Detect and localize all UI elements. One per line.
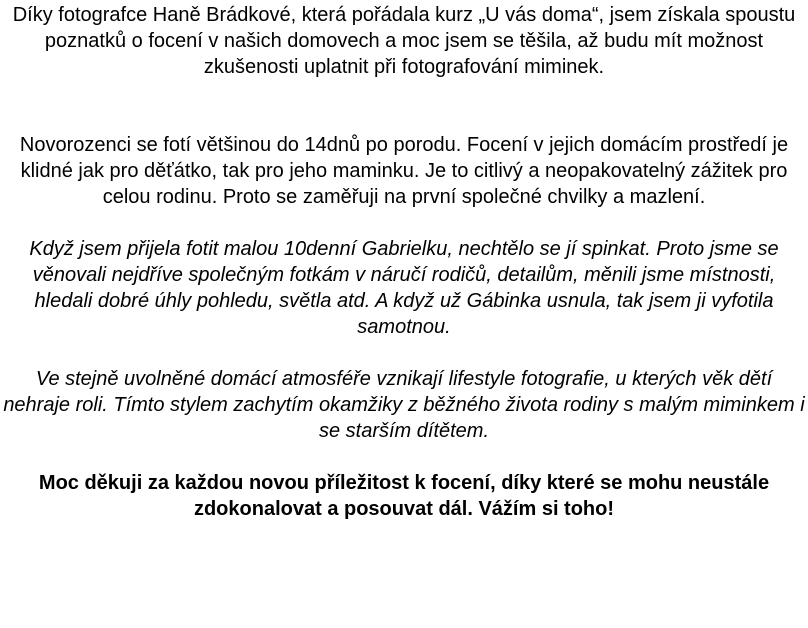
- paragraph-spacer: [2, 444, 806, 470]
- paragraph-gabrielka: Když jsem přijela fotit malou 10denní Gabrielku, nechtělo se jí spinkat. Proto jsme se věnovali nejdříve společným fotkám v náručí rodičů, detailům, měnili jsme místnosti, hledali dobré úhly pohledu, světla atd. A když už Gábinka usnula, tak jsem ji vyfotila samotnou.: [29, 238, 779, 338]
- paragraph-spacer: [2, 340, 806, 366]
- paragraph-thanks: Moc děkuji za každou novou příležitost k focení, díky které se mohu neustále zdokonalovat a posouvat dál. Vážím si toho!: [38, 472, 770, 520]
- paragraph-spacer: [2, 80, 806, 106]
- paragraph-intro: Díky fotografce Haně Brádkové, která pořádala kurz „U vás doma“, jsem získala spoustu poznatků o focení v našich domovech a moc jsem se těšila, až budu mít možnost zkušenosti uplatnit při fotografování miminek.: [12, 4, 796, 78]
- paragraph-spacer: [2, 210, 806, 236]
- paragraph-spacer: [2, 106, 806, 132]
- paragraph-newborns: Novorozenci se fotí většinou do 14dnů po porodu. Focení v jejich domácím prostředí je klidné jak pro děťátko, tak pro jeho maminku. Je to citlivý a neopakovatelný zážitek pro celou rodinu. Proto se zaměřuji na první společné chvilky a mazlení.: [19, 134, 789, 208]
- paragraph-lifestyle: Ve stejně uvolněné domácí atmosféře vznikají lifestyle fotografie, u kterých věk dětí nehraje roli. Tímto stylem zachytím okamžiky z běžného života rodiny s malým miminkem i se starším dítětem.: [3, 368, 805, 442]
